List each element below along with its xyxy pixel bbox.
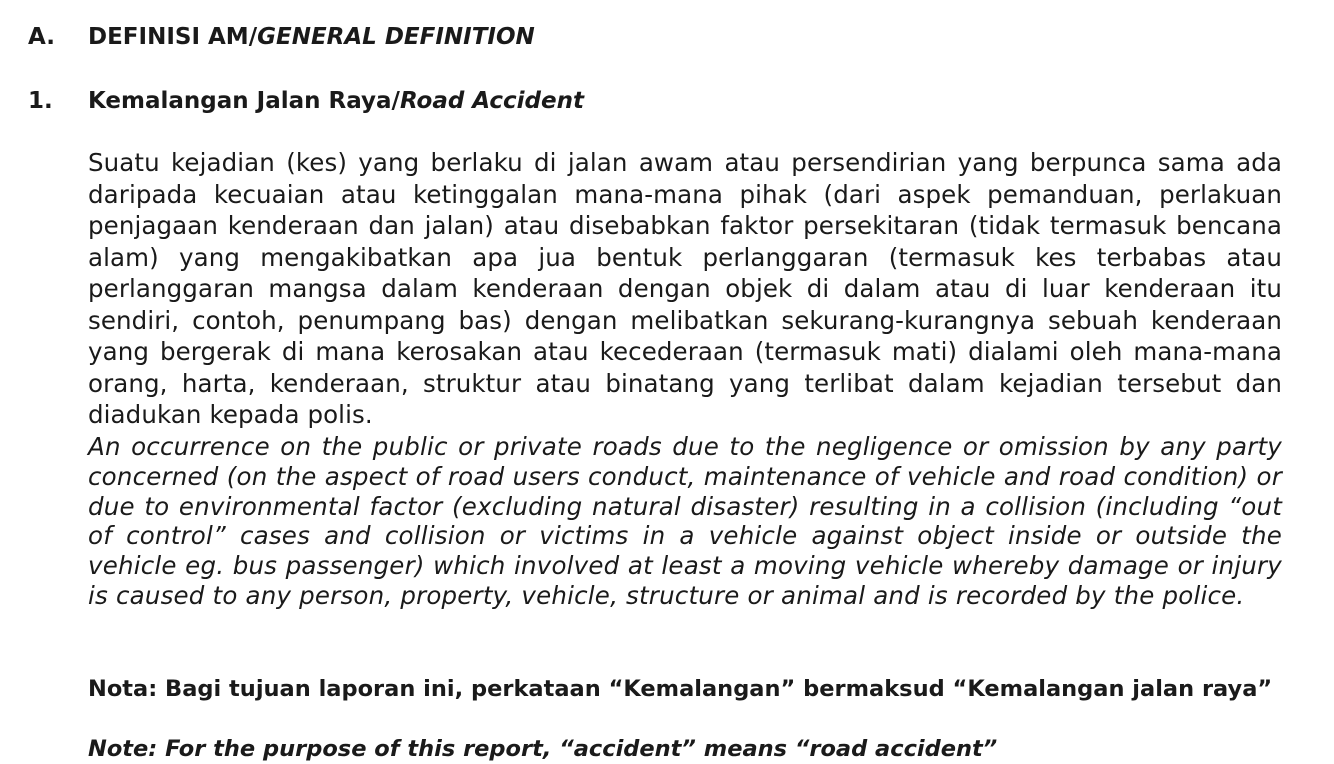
note-malay: Nota: Bagi tujuan laporan ini, perkataan “Kemalangan” bermaksud “Kemalangan jalan raya” [88,676,1273,702]
section-letter: A. [28,24,55,50]
item-title-malay: Kemalangan Jalan Raya/ [88,88,400,114]
section-title-malay: DEFINISI AM/ [88,24,258,50]
definition-english: An occurrence on the public or private roads due to the negligence or omission by any party concerned (on the aspect of road users conduct, maintenance of vehicle and road condition) or due to environmental factor (excluding natural disaster) resulting in a collision (including “out of control” cases and collision or victims in a vehicle against object inside or outside the vehicle eg. bus passenger) which involved at least a moving vehicle whereby damage or injury is caused to any person, property, vehicle, structure or animal and is recorded by the police. [88,432,1282,610]
note-english: Note: For the purpose of this report, “accident” means “road accident” [88,736,998,762]
section-title-english: GENERAL DEFINITION [257,24,535,50]
section-heading [28,22,535,52]
definition-malay: Suatu kejadian (kes) yang berlaku di jalan awam atau persendirian yang berpunca sama ada daripada kecuaian atau ketinggalan mana-mana pihak (dari aspek pemanduan, perlakuan penjagaan kenderaan dan jalan) atau disebabkan faktor persekitaran (tidak termasuk bencana alam) yang mengakibatkan apa jua bentuk perlanggaran (termasuk kes terbabas atau perlanggaran mangsa dalam kenderaan dengan objek di dalam atau di luar kenderaan itu sendiri, contoh, penumpang bas) dengan melibatkan sekurang-kurangnya sebuah kenderaan yang bergerak di mana kerosakan atau kecederaan (termasuk mati) dialami oleh mana-mana orang, harta, kenderaan, struktur atau binatang yang terlibat dalam kejadian tersebut dan diadukan kepada polis. [88,148,1282,429]
item-number: 1. [28,88,53,114]
item-heading [28,86,584,116]
item-title-english: Road Accident [399,88,584,114]
